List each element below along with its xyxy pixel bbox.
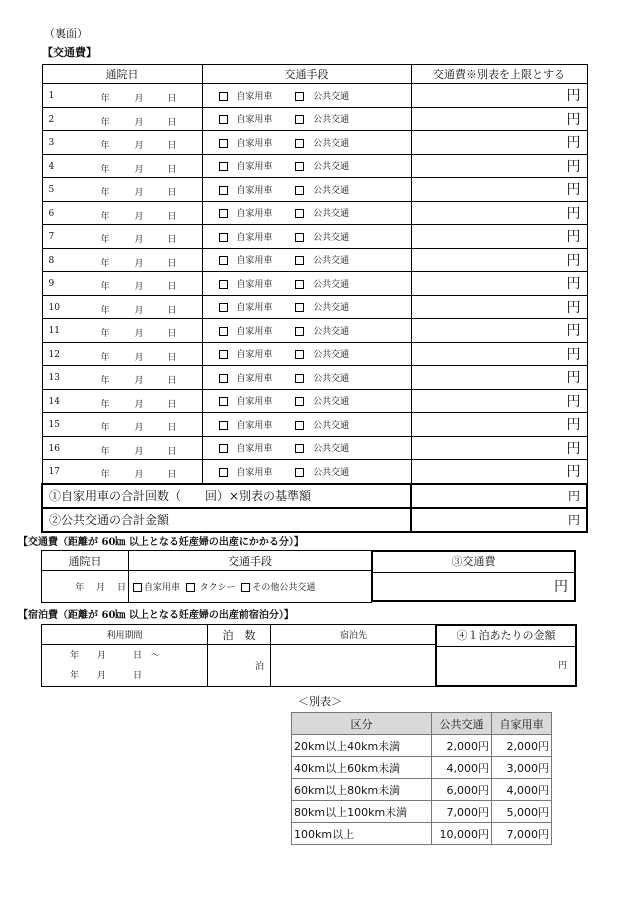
transport-cell [202, 460, 411, 484]
fee-row [292, 735, 552, 757]
checkbox-public[interactable] [295, 303, 304, 312]
checkbox-car[interactable] [219, 421, 228, 430]
label-car: 自家用車 [236, 91, 273, 102]
checkbox-car[interactable] [219, 280, 228, 289]
month-label: 月 [134, 446, 144, 457]
checkbox-car[interactable] [219, 209, 228, 218]
checkbox-public[interactable] [295, 233, 304, 242]
checkbox-car[interactable] [219, 303, 228, 312]
row-number: 16 [48, 443, 60, 454]
label-public: 公共交通 [313, 303, 350, 314]
fee-category: 60km以上80km未満 [292, 779, 432, 801]
label-car: 自家用車 [236, 373, 273, 384]
visit-date-cell[interactable] [42, 366, 202, 390]
label-car: 自家用車 [236, 467, 273, 478]
transport-row [42, 248, 587, 272]
cost-field[interactable]: 円 [411, 107, 587, 131]
fee-public: 2,000円 [432, 735, 492, 757]
year-label: 年 [100, 376, 110, 386]
row-number: 8 [48, 255, 55, 266]
fee-public: 4,000円 [432, 757, 492, 779]
year-label: 年 [100, 399, 110, 410]
checkbox-car[interactable] [219, 115, 228, 124]
transport-row [42, 201, 587, 225]
month-label: 月 [134, 423, 144, 433]
checkbox-public[interactable] [295, 468, 304, 477]
row-number: 13 [48, 373, 60, 383]
month-label: 月 [134, 188, 144, 198]
transport-cell [202, 84, 411, 108]
fee-table-caption: ＜別表＞ [298, 695, 342, 708]
label-car: 自家用車 [236, 279, 273, 290]
checkbox-public[interactable] [295, 162, 304, 171]
transport-row [42, 178, 587, 202]
lodging-field[interactable] [271, 645, 437, 687]
header-transport-2: 交通手段 [129, 551, 372, 571]
day-label: 日 [167, 94, 177, 104]
cost4-box [435, 624, 577, 687]
year-label: 年 [100, 329, 110, 339]
header-cost4: ④１泊あたりの金額 [437, 626, 575, 647]
checkbox-public[interactable] [295, 327, 304, 336]
period-to: 年 月 日 [70, 670, 143, 681]
transport-row [42, 460, 587, 484]
cost-field[interactable]: 円 [411, 460, 587, 484]
label-public: 公共交通 [313, 350, 350, 361]
lodging-table [41, 624, 437, 687]
visit-date-field-2[interactable]: 年 月 日 [42, 571, 129, 603]
cost-field[interactable]: 円 [411, 201, 587, 225]
cost-field[interactable]: 円 [411, 342, 587, 366]
transport-row [42, 107, 587, 131]
fee-public: 10,000円 [432, 823, 492, 845]
visit-date-cell[interactable] [42, 436, 202, 460]
day-label: 日 [167, 164, 177, 175]
visit-date-cell[interactable] [42, 295, 202, 319]
row-number: 4 [48, 161, 55, 172]
transport-cell [202, 248, 411, 272]
visit-date-cell[interactable] [42, 248, 202, 272]
row-number: 17 [48, 467, 60, 477]
label-car: 自家用車 [236, 115, 273, 126]
long-distance-transport-table [41, 550, 372, 603]
cost3-field[interactable]: 円 [554, 579, 568, 595]
sum-car-row-label: ①自家用車の合計回数（ 回）×別表の基準額 [42, 484, 411, 508]
fee-row [292, 801, 552, 823]
transport-cell [202, 389, 411, 413]
label-other-public: その他公共交通 [252, 583, 316, 593]
visit-date-cell[interactable] [42, 131, 202, 155]
day-label: 日 [167, 117, 177, 128]
checkbox-public[interactable] [295, 115, 304, 124]
row-number: 9 [48, 279, 55, 289]
label-car: 自家用車 [236, 256, 273, 267]
fee-category: 100km以上 [292, 823, 432, 845]
year-label: 年 [100, 141, 110, 151]
day-label: 日 [167, 211, 177, 222]
fee-public: 7,000円 [432, 801, 492, 823]
day-label: 日 [167, 376, 177, 386]
checkbox-public[interactable] [295, 350, 304, 359]
fee-category: 20km以上40km未満 [292, 735, 432, 757]
year-label: 年 [100, 94, 110, 104]
month-label: 月 [134, 470, 144, 480]
fee-header-public: 公共交通 [432, 713, 492, 735]
transport-row [42, 389, 587, 413]
transport-table [41, 64, 588, 533]
transport-cell [202, 178, 411, 202]
nights-field[interactable]: 泊 [208, 645, 271, 687]
month-label: 月 [134, 94, 144, 104]
transport-row [42, 413, 587, 437]
label-car: 自家用車 [236, 232, 273, 243]
transport-row [42, 154, 587, 178]
label-car: 自家用車 [236, 444, 273, 455]
cost-field[interactable]: 円 [411, 272, 587, 296]
header-lodging: 宿泊先 [271, 625, 437, 645]
checkbox-car[interactable] [219, 327, 228, 336]
day-label: 日 [167, 470, 177, 480]
sum-public-row [42, 508, 587, 532]
checkbox-car[interactable] [219, 162, 228, 171]
label-public: 公共交通 [313, 185, 350, 196]
label-public: 公共交通 [313, 279, 350, 290]
visit-date-cell[interactable] [42, 389, 202, 413]
section1-title: 【交通費】 [42, 46, 97, 59]
header-transport: 交通手段 [202, 65, 411, 84]
day-label: 日 [167, 446, 177, 457]
cost-field[interactable]: 円 [411, 413, 587, 437]
transport-cell [202, 413, 411, 437]
visit-date-cell[interactable] [42, 342, 202, 366]
label-public: 公共交通 [313, 232, 350, 243]
transport-cell [202, 366, 411, 390]
label-public: 公共交通 [313, 162, 350, 173]
header-cost: 交通費※別表を上限とする [411, 65, 587, 84]
label-car: 自家用車 [236, 138, 273, 149]
day-label: 日 [167, 399, 177, 410]
checkbox-public[interactable] [295, 444, 304, 453]
month-label: 月 [134, 164, 144, 175]
fee-car: 2,000円 [492, 735, 552, 757]
year-label: 年 [100, 352, 110, 363]
period-field[interactable] [42, 645, 208, 687]
checkbox-public[interactable] [295, 421, 304, 430]
transport-row [42, 295, 587, 319]
row-number: 11 [48, 326, 60, 336]
fee-car: 7,000円 [492, 823, 552, 845]
label-public: 公共交通 [313, 444, 350, 455]
transport-cell [202, 342, 411, 366]
row-number: 10 [48, 302, 60, 313]
label-car: 自家用車 [236, 397, 273, 408]
label-car: 自家用車 [236, 185, 273, 196]
day-label: 日 [167, 329, 177, 339]
row-number: 2 [48, 114, 55, 125]
year-label: 年 [100, 470, 110, 480]
month-label: 月 [134, 141, 144, 151]
day-label: 日 [167, 235, 177, 245]
page-side-label: （裏面） [44, 27, 88, 40]
month-label: 月 [134, 305, 144, 316]
cost3-box [371, 550, 576, 602]
visit-date-cell[interactable] [42, 178, 202, 202]
checkbox-car[interactable] [133, 583, 142, 592]
month-label: 月 [134, 117, 144, 128]
label-car: 自家用車 [144, 583, 181, 593]
month-label: 月 [134, 376, 144, 386]
month-label: 月 [134, 352, 144, 363]
day-label: 日 [167, 258, 177, 269]
year-label: 年 [100, 446, 110, 457]
label-public: 公共交通 [313, 397, 350, 408]
period-from: 年 月 日 ～ [70, 650, 161, 661]
header-visit-date: 通院日 [42, 65, 202, 84]
checkbox-public[interactable] [295, 139, 304, 148]
day-label: 日 [167, 282, 177, 292]
transport-options-2 [129, 571, 372, 603]
checkbox-public[interactable] [295, 397, 304, 406]
label-public: 公共交通 [313, 467, 350, 478]
day-label: 日 [167, 305, 177, 316]
day-label: 日 [167, 188, 177, 198]
transport-row [42, 366, 587, 390]
year-label: 年 [100, 164, 110, 175]
header-cost3: ③交通費 [373, 552, 574, 573]
cost-field[interactable]: 円 [411, 389, 587, 413]
label-car: 自家用車 [236, 326, 273, 337]
transport-row [42, 436, 587, 460]
label-public: 公共交通 [313, 91, 350, 102]
sum-car-row [42, 484, 587, 508]
transport-row [42, 342, 587, 366]
month-label: 月 [134, 235, 144, 245]
fee-row [292, 757, 552, 779]
label-public: 公共交通 [313, 373, 350, 384]
fee-car: 3,000円 [492, 757, 552, 779]
transport-cell [202, 201, 411, 225]
row-number: 15 [48, 420, 60, 430]
checkbox-public[interactable] [295, 256, 304, 265]
cost-field[interactable]: 円 [411, 178, 587, 202]
visit-date-cell[interactable] [42, 413, 202, 437]
label-public: 公共交通 [313, 256, 350, 267]
checkbox-car[interactable] [219, 256, 228, 265]
visit-date-cell[interactable] [42, 107, 202, 131]
transport-cell [202, 154, 411, 178]
label-car: 自家用車 [236, 303, 273, 314]
transport-row [42, 319, 587, 343]
checkbox-car[interactable] [219, 374, 228, 383]
fee-header-category: 区分 [292, 713, 432, 735]
sum-car-row-field[interactable]: 円 [411, 484, 587, 508]
transport-cell [202, 319, 411, 343]
checkbox-car[interactable] [219, 444, 228, 453]
row-number: 7 [48, 232, 55, 242]
label-public: 公共交通 [313, 326, 350, 337]
transport-row [42, 131, 587, 155]
cost-field[interactable]: 円 [411, 84, 587, 108]
year-label: 年 [100, 258, 110, 269]
label-public: 公共交通 [313, 138, 350, 149]
fee-row [292, 779, 552, 801]
sum-public-row-field[interactable]: 円 [411, 508, 587, 532]
transport-cell [202, 107, 411, 131]
label-taxi: タクシー [199, 583, 236, 593]
visit-date-cell[interactable] [42, 272, 202, 296]
year-label: 年 [100, 188, 110, 198]
month-label: 月 [134, 258, 144, 269]
visit-date-cell[interactable] [42, 154, 202, 178]
section3-title: 【宿泊費（距離が 60㎞ 以上となる妊産婦の出産前宿泊分）】 [18, 610, 294, 621]
cost-field[interactable]: 円 [411, 295, 587, 319]
transport-cell [202, 272, 411, 296]
transport-cell [202, 131, 411, 155]
fee-car: 5,000円 [492, 801, 552, 823]
year-label: 年 [100, 305, 110, 316]
label-public: 公共交通 [313, 115, 350, 126]
year-label: 年 [100, 117, 110, 128]
visit-date-cell[interactable] [42, 225, 202, 249]
cost-field[interactable]: 円 [411, 366, 587, 390]
label-car: 自家用車 [236, 162, 273, 173]
transport-cell [202, 436, 411, 460]
label-public: 公共交通 [313, 420, 350, 431]
cost-field[interactable]: 円 [411, 319, 587, 343]
checkbox-car[interactable] [219, 139, 228, 148]
checkbox-taxi[interactable] [186, 583, 195, 592]
checkbox-public[interactable] [295, 186, 304, 195]
row-number: 3 [48, 138, 55, 148]
checkbox-car[interactable] [219, 397, 228, 406]
month-label: 月 [134, 399, 144, 410]
row-number: 6 [48, 208, 55, 219]
transport-row [42, 225, 587, 249]
cost-field[interactable]: 円 [411, 131, 587, 155]
day-label: 日 [167, 423, 177, 433]
day-label: 日 [167, 141, 177, 151]
checkbox-car[interactable] [219, 468, 228, 477]
header-nights: 泊 数 [208, 625, 271, 645]
label-public: 公共交通 [313, 209, 350, 220]
transport-cell [202, 225, 411, 249]
row-number: 14 [48, 396, 60, 407]
visit-date-cell[interactable] [42, 319, 202, 343]
year-label: 年 [100, 282, 110, 292]
header-visit-date-2: 通院日 [42, 551, 129, 571]
month-label: 月 [134, 282, 144, 292]
fee-public: 6,000円 [432, 779, 492, 801]
fee-category: 80km以上100km未満 [292, 801, 432, 823]
cost-field[interactable]: 円 [411, 225, 587, 249]
year-label: 年 [100, 423, 110, 433]
transport-cell [202, 295, 411, 319]
visit-date-cell[interactable] [42, 201, 202, 225]
row-number: 12 [48, 349, 60, 360]
label-car: 自家用車 [236, 420, 273, 431]
checkbox-other-public[interactable] [241, 583, 250, 592]
checkbox-car[interactable] [219, 233, 228, 242]
header-period: 利用期間 [42, 625, 208, 645]
row-number: 1 [48, 91, 55, 101]
year-label: 年 [100, 235, 110, 245]
fee-header-car: 自家用車 [492, 713, 552, 735]
year-label: 年 [100, 211, 110, 222]
checkbox-public[interactable] [295, 92, 304, 101]
fee-table [291, 712, 552, 845]
transport-row [42, 272, 587, 296]
cost-field[interactable]: 円 [411, 248, 587, 272]
checkbox-public[interactable] [295, 280, 304, 289]
month-label: 月 [134, 329, 144, 339]
sum-public-row-label: ②公共交通の合計金額 [42, 508, 411, 532]
checkbox-car[interactable] [219, 92, 228, 101]
visit-date-cell[interactable] [42, 84, 202, 108]
month-label: 月 [134, 211, 144, 222]
cost-field[interactable]: 円 [411, 154, 587, 178]
checkbox-public[interactable] [295, 374, 304, 383]
visit-date-cell[interactable] [42, 460, 202, 484]
fee-car: 4,000円 [492, 779, 552, 801]
section2-title: 【交通費（距離が 60㎞ 以上となる妊産婦の出産にかかる分）】 [18, 537, 304, 548]
label-car: 自家用車 [236, 350, 273, 361]
label-car: 自家用車 [236, 209, 273, 220]
transport-row [42, 84, 587, 108]
row-number: 5 [48, 185, 55, 195]
checkbox-car[interactable] [219, 186, 228, 195]
cost4-field[interactable]: 円 [557, 661, 567, 671]
fee-row [292, 823, 552, 845]
checkbox-car[interactable] [219, 350, 228, 359]
cost-field[interactable]: 円 [411, 436, 587, 460]
checkbox-public[interactable] [295, 209, 304, 218]
fee-category: 40km以上60km未満 [292, 757, 432, 779]
day-label: 日 [167, 352, 177, 363]
